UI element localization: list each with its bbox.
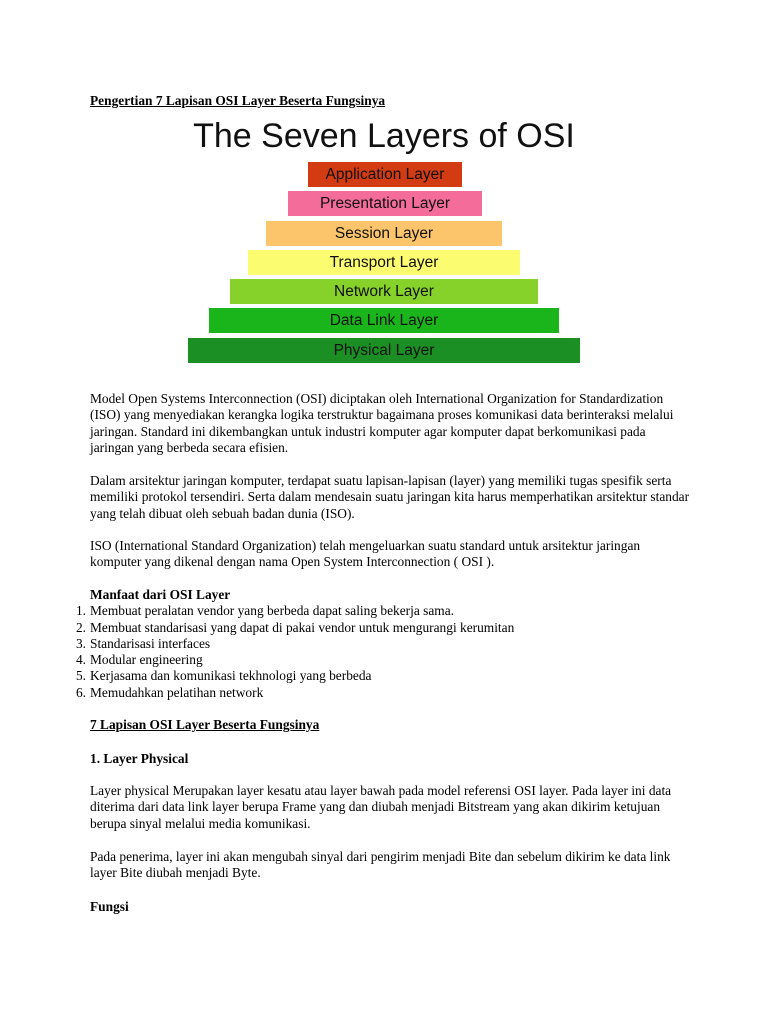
intro-paragraph: Model Open Systems Interconnection (OSI) diciptakan oleh International Organization for Standardization (ISO) yang menyediakan kerangka logika terstruktur bagaimana proses komunikasi data berinteraksi melalui jaringan. Standard ini dikembangkan untuk industri komputer agar komputer dapat berkomunikasi pada jaringan yang berbeda secara efisien. — [90, 391, 674, 455]
list-item: 1. Membuat peralatan vendor yang berbeda dapat saling bekerja sama. — [75, 603, 454, 619]
section-heading-block — [90, 717, 690, 733]
list-item: 4. Modular engineering — [75, 652, 203, 668]
layer-session: Session Layer — [266, 221, 502, 246]
benefits-section — [75, 587, 690, 701]
osi-pyramid-figure — [186, 112, 582, 368]
receiver-paragraph: Pada penerima, layer ini akan mengubah sinyal dari pengirim menjadi Bite dan sebelum dikirim ke data link layer Bite diubah menjadi Byte. — [90, 849, 671, 881]
architecture-paragraph: Dalam arsitektur jaringan komputer, terdapat suatu lapisan-lapisan (layer) yang memiliki tugas spesifik serta memiliki protokol tersendiri. Serta dalam mendesain suatu jaringan kita harus memperhatikan arsitektur standar yang telah dibuat oleh sebuah badan dunia (ISO). — [90, 473, 690, 521]
benefits-list — [75, 603, 690, 701]
layer-application: Application Layer — [308, 162, 462, 187]
layer-network: Network Layer — [230, 279, 538, 304]
fungsi-heading: Fungsi — [90, 899, 129, 914]
doc-title: Pengertian 7 Lapisan OSI Layer Beserta Fungsinya — [90, 93, 386, 108]
figure-title: The Seven Layers of OSI — [193, 117, 575, 155]
layer-presentation: Presentation Layer — [288, 191, 482, 216]
iso-paragraph: ISO (International Standard Organization) telah mengeluarkan suatu standard untuk arsitektur jaringan komputer yang dikenal dengan nama Open System Interconnection ( OSI ). — [90, 538, 641, 570]
layer1-heading-block — [90, 751, 690, 767]
layer-physical: Physical Layer — [188, 338, 580, 363]
list-item: 2. Membuat standarisasi yang dapat di pakai vendor untuk mengurangi kerumitan — [75, 619, 515, 635]
list-item: 6. Memudahkan pelatihan network — [75, 684, 264, 700]
layer1-heading: 1. Layer Physical — [90, 751, 189, 766]
section-heading: 7 Lapisan OSI Layer Beserta Fungsinya — [90, 717, 320, 732]
list-item: 3. Standarisasi interfaces — [75, 635, 211, 651]
fungsi-heading-block — [90, 899, 690, 915]
layer-transport: Transport Layer — [248, 250, 520, 275]
benefits-heading: Manfaat dari OSI Layer — [90, 587, 231, 602]
physical-layer-paragraph: Layer physical Merupakan layer kesatu atau layer bawah pada model referensi OSI layer. Pada layer ini data diterima dari data link layer berupa Frame yang dan diubah menjadi Bitstream yang akan dikirim ketujuan berupa sinyal melalui media komunikasi. — [90, 783, 672, 831]
list-item: 5. Kerjasama dan komunikasi tekhnologi yang berbeda — [75, 668, 372, 684]
layer-data-link: Data Link Layer — [209, 308, 559, 333]
